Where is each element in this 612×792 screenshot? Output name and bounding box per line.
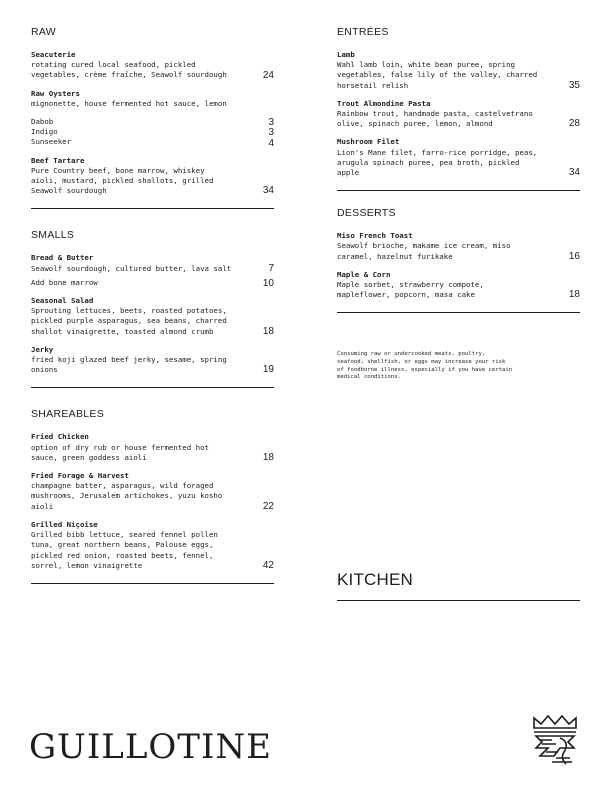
item-price: 35 xyxy=(568,79,580,91)
crown-lion-crest-icon xyxy=(530,714,580,766)
menu-item-bread-butter xyxy=(31,253,274,273)
item-price: 18 xyxy=(262,452,274,464)
addon-label: Add bone marrow xyxy=(31,277,98,287)
item-description: option of dry rub or house fermented hot sauce, green goddess aioli xyxy=(31,442,209,462)
item-price: 16 xyxy=(568,250,580,262)
section-title-shareables: SHAREABLES xyxy=(31,408,105,421)
item-name: Beef Tartare xyxy=(31,155,85,165)
section-divider xyxy=(31,208,274,209)
menu-item-seasonal-salad xyxy=(31,296,274,337)
menu-item-grilled-nicoise xyxy=(31,520,274,571)
item-description: mignonette, house fermented hot sauce, lemon xyxy=(31,98,227,108)
menu-item-miso-french-toast xyxy=(337,231,580,262)
item-price: 7 xyxy=(268,262,274,274)
item-description: Grilled bibb lettuce, seared fennel pollen tuna, great northern beans, Palouse eggs, pickled red onion, roasted beets, fennel, sorrel, lemon vinaigrette xyxy=(31,530,218,570)
menu-item-raw-oysters xyxy=(31,89,274,109)
menu-item-fried-forage-harvest xyxy=(31,471,274,512)
item-description: rotating cured local seafood, pickled vegetables, crème fraîche, Seawolf sourdough xyxy=(31,60,227,80)
entrees-section xyxy=(337,26,580,191)
item-name: Miso French Toast xyxy=(337,231,413,241)
item-price: 34 xyxy=(262,185,274,197)
item-description: champagne batter, asparagus, wild foraged mushrooms, Jerusalem artichokes, yuzu kosho aioli xyxy=(31,481,223,511)
item-price: 18 xyxy=(262,325,274,337)
section-title-smalls: SMALLS xyxy=(31,229,75,242)
item-name: Fried Chicken xyxy=(31,432,89,442)
variety-price: 4 xyxy=(268,137,274,149)
item-name: Fried Forage & Harvest xyxy=(31,471,129,481)
menu-item-jerky xyxy=(31,345,274,376)
menu-item-beef-tartare xyxy=(31,156,274,197)
oyster-variety-row xyxy=(31,117,274,127)
item-name: Mushroom Filet xyxy=(337,137,400,147)
section-title-entrees: ENTRÉES xyxy=(337,26,389,38)
smalls-section xyxy=(31,229,274,388)
menu-item-trout-almondine-pasta xyxy=(337,99,580,130)
section-title-raw: RAW xyxy=(31,26,57,38)
menu-item-maple-corn xyxy=(337,270,580,301)
section-divider xyxy=(31,387,274,388)
shareables-section xyxy=(31,408,274,583)
item-description: Sprouting lettuces, beets, roasted potatoes, pickled purple asparagus, sea beans, charred shallot vinaigrette, toasted almond crumb xyxy=(31,306,227,336)
item-price: 18 xyxy=(568,289,580,301)
item-description: Seawolf sourdough, cultured butter, lava salt xyxy=(31,263,232,273)
item-description: Rainbow trout, handmade pasta, castelvetrano olive, spinach puree, lemon, almond xyxy=(337,109,533,129)
section-divider xyxy=(31,583,274,584)
food-safety-disclaimer: Consuming raw or undercooked meats, poultry, seafood, shellfish, or eggs may increase your risk of foodborne illness, especially if you have certain medical conditions. xyxy=(337,351,513,381)
right-column xyxy=(337,26,580,382)
item-price: 22 xyxy=(262,500,274,512)
crest-graphic xyxy=(530,714,580,766)
kitchen-block xyxy=(337,570,580,601)
item-name: Seasonal Salad xyxy=(31,296,94,306)
menu-item-lamb xyxy=(337,50,580,91)
item-price: 34 xyxy=(568,167,580,179)
section-divider xyxy=(337,190,580,191)
left-column xyxy=(31,26,274,584)
item-description: Maple sorbet, strawberry compote, mapleflower, popcorn, masa cake xyxy=(337,280,484,300)
item-name: Jerky xyxy=(31,344,54,354)
item-description: Seawolf brioche, makame ice cream, miso caramel, hazelnut furikake xyxy=(337,241,511,261)
item-name: Lamb xyxy=(337,50,355,59)
item-price: 28 xyxy=(568,118,580,130)
item-description: Lion's Mane filet, farro-rice porridge, peas, arugula spinach puree, pea broth, pickled apple xyxy=(337,147,538,178)
brand-wordmark: GUILLOTINE xyxy=(29,727,272,767)
oyster-varieties xyxy=(31,117,274,148)
item-name: Raw Oysters xyxy=(31,88,80,98)
section-title-desserts: DESSERTS xyxy=(337,207,396,220)
variety-name: Sunseeker xyxy=(31,137,72,147)
variety-name: Dabob xyxy=(31,117,54,127)
section-divider xyxy=(337,600,580,601)
item-description: Pure Country beef, bone marrow, whiskey aioli, mustard, pickled shallots, grilled Seawolf sourdough xyxy=(31,165,214,196)
oyster-variety-row xyxy=(31,127,274,137)
item-description: fried koji glazed beef jerky, sesame, spring onions xyxy=(31,355,227,375)
addon-row xyxy=(31,278,274,288)
kitchen-label: KITCHEN xyxy=(337,570,414,589)
section-divider xyxy=(337,312,580,313)
variety-price: 3 xyxy=(268,117,274,129)
oyster-variety-row xyxy=(31,137,274,147)
item-name: Grilled Niçoise xyxy=(31,519,98,529)
item-price: 24 xyxy=(262,69,274,81)
item-name: Bread & Butter xyxy=(31,253,94,263)
item-price: 19 xyxy=(262,364,274,376)
variety-price: 3 xyxy=(268,127,274,139)
menu-item-seacuterie xyxy=(31,50,274,81)
item-price: 42 xyxy=(262,559,274,571)
menu-item-fried-chicken xyxy=(31,432,274,463)
addon-price: 10 xyxy=(262,278,274,290)
item-description: Wahl lamb loin, white bean puree, spring vegetables, false lily of the valley, charred horsetail relish xyxy=(337,60,538,90)
item-name: Trout Almondine Pasta xyxy=(337,98,431,108)
raw-section xyxy=(31,26,274,209)
menu-item-mushroom-filet xyxy=(337,137,580,178)
variety-name: Indigo xyxy=(31,127,58,137)
desserts-section xyxy=(337,207,580,313)
item-name: Seacuterie xyxy=(31,50,76,59)
item-name: Maple & Corn xyxy=(337,269,391,279)
